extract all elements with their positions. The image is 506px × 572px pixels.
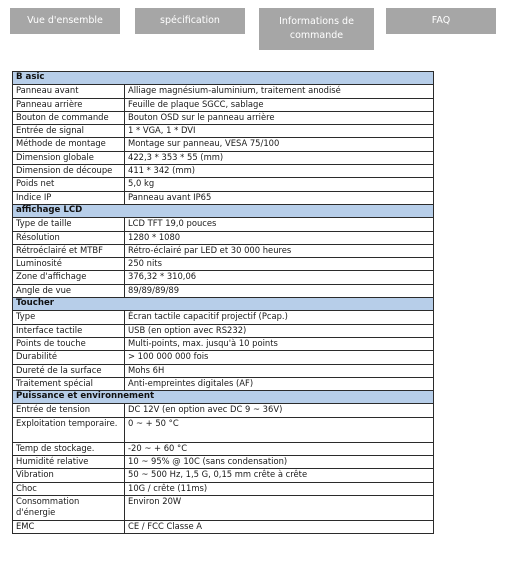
- spec-label: Angle de vue: [13, 284, 125, 297]
- table-row: [13, 337, 434, 350]
- table-row: [13, 377, 434, 390]
- table-row: [13, 218, 434, 231]
- table-row: [13, 311, 434, 324]
- table-row: [13, 85, 434, 98]
- nav-tabs: [0, 0, 506, 56]
- table-row: [13, 271, 434, 284]
- spec-value: Panneau avant IP65: [125, 191, 434, 204]
- table-row: [13, 231, 434, 244]
- spec-value: 5,0 kg: [125, 178, 434, 191]
- table-row: [13, 404, 434, 417]
- table-row: [13, 284, 434, 297]
- spec-label: Type: [13, 311, 125, 324]
- spec-value: Mohs 6H: [125, 364, 434, 377]
- spec-value: > 100 000 000 fois: [125, 351, 434, 364]
- spec-label: Humidité relative: [13, 456, 125, 469]
- spec-value: 10 ~ 95% @ 10C (sans condensation): [125, 456, 434, 469]
- table-row: [13, 469, 434, 482]
- spec-value: 89/89/89/89: [125, 284, 434, 297]
- spec-value: Écran tactile capacitif projectif (Pcap.): [125, 311, 434, 324]
- table-row: [13, 151, 434, 164]
- spec-value: Environ 20W: [125, 495, 434, 520]
- table-row: [13, 442, 434, 455]
- spec-value: 1280 * 1080: [125, 231, 434, 244]
- spec-value: Bouton OSD sur le panneau arrière: [125, 111, 434, 124]
- spec-table: [12, 71, 434, 534]
- table-row: [13, 351, 434, 364]
- table-row: [13, 456, 434, 469]
- table-row: [13, 98, 434, 111]
- table-row: [13, 258, 434, 271]
- section-title: Toucher: [13, 298, 434, 311]
- spec-value: Alliage magnésium-aluminium, traitement anodisé: [125, 85, 434, 98]
- spec-value: -20 ~ + 60 °C: [125, 442, 434, 455]
- spec-label: Durabilité: [13, 351, 125, 364]
- spec-value: Feuille de plaque SGCC, sablage: [125, 98, 434, 111]
- spec-label: Consommation d'énergie: [13, 495, 125, 520]
- spec-value: Rétro-éclairé par LED et 30 000 heures: [125, 244, 434, 257]
- spec-label: Entrée de signal: [13, 125, 125, 138]
- spec-value: 376,32 * 310,06: [125, 271, 434, 284]
- table-row: [13, 191, 434, 204]
- tab-specification[interactable]: spécification: [135, 8, 245, 34]
- section-header: [13, 72, 434, 85]
- spec-label: Dureté de la surface: [13, 364, 125, 377]
- table-row: [13, 178, 434, 191]
- spec-label: Panneau avant: [13, 85, 125, 98]
- spec-value: 411 * 342 (mm): [125, 165, 434, 178]
- spec-label: EMC: [13, 520, 125, 533]
- section-title: B asic: [13, 72, 434, 85]
- spec-label: Poids net: [13, 178, 125, 191]
- section-header: [13, 298, 434, 311]
- spec-value: 10G / crête (11ms): [125, 482, 434, 495]
- spec-table-body: [13, 72, 434, 534]
- table-row: [13, 125, 434, 138]
- section-title: affichage LCD: [13, 204, 434, 217]
- spec-value: 50 ~ 500 Hz, 1,5 G, 0,15 mm crête à crête: [125, 469, 434, 482]
- table-row: [13, 138, 434, 151]
- tab-overview[interactable]: Vue d'ensemble: [10, 8, 120, 34]
- table-row: [13, 165, 434, 178]
- table-row: [13, 324, 434, 337]
- spec-label: Résolution: [13, 231, 125, 244]
- spec-value: 0 ~ + 50 °C: [125, 417, 434, 442]
- spec-value: Multi-points, max. jusqu'à 10 points: [125, 337, 434, 350]
- spec-value: 250 nits: [125, 258, 434, 271]
- section-header: [13, 391, 434, 404]
- spec-label: Indice IP: [13, 191, 125, 204]
- tab-faq[interactable]: FAQ: [386, 8, 496, 34]
- spec-value: CE / FCC Classe A: [125, 520, 434, 533]
- spec-label: Zone d'affichage: [13, 271, 125, 284]
- spec-label: Traitement spécial: [13, 377, 125, 390]
- spec-value: LCD TFT 19,0 pouces: [125, 218, 434, 231]
- spec-value: DC 12V (en option avec DC 9 ~ 36V): [125, 404, 434, 417]
- spec-label: Bouton de commande: [13, 111, 125, 124]
- spec-value: USB (en option avec RS232): [125, 324, 434, 337]
- spec-label: Panneau arrière: [13, 98, 125, 111]
- spec-label: Rétroéclairé et MTBF: [13, 244, 125, 257]
- spec-label: Choc: [13, 482, 125, 495]
- spec-value: 422,3 * 353 * 55 (mm): [125, 151, 434, 164]
- spec-label: Points de touche: [13, 337, 125, 350]
- spec-label: Vibration: [13, 469, 125, 482]
- spec-label: Entrée de tension: [13, 404, 125, 417]
- spec-value: Anti-empreintes digitales (AF): [125, 377, 434, 390]
- spec-label: Dimension de découpe: [13, 165, 125, 178]
- table-row: [13, 244, 434, 257]
- spec-label: Luminosité: [13, 258, 125, 271]
- spec-label: Type de taille: [13, 218, 125, 231]
- table-row: [13, 520, 434, 533]
- table-row: [13, 417, 434, 442]
- spec-label: Interface tactile: [13, 324, 125, 337]
- section-header: [13, 204, 434, 217]
- spec-label: Temp de stockage.: [13, 442, 125, 455]
- table-row: [13, 111, 434, 124]
- spec-value: 1 * VGA, 1 * DVI: [125, 125, 434, 138]
- spec-label: Exploitation temporaire.: [13, 417, 125, 442]
- tab-ordering-info[interactable]: Informations de commande: [259, 8, 374, 50]
- spec-label: Méthode de montage: [13, 138, 125, 151]
- spec-label: Dimension globale: [13, 151, 125, 164]
- table-row: [13, 364, 434, 377]
- spec-value: Montage sur panneau, VESA 75/100: [125, 138, 434, 151]
- table-row: [13, 495, 434, 520]
- section-title: Puissance et environnement: [13, 391, 434, 404]
- table-row: [13, 482, 434, 495]
